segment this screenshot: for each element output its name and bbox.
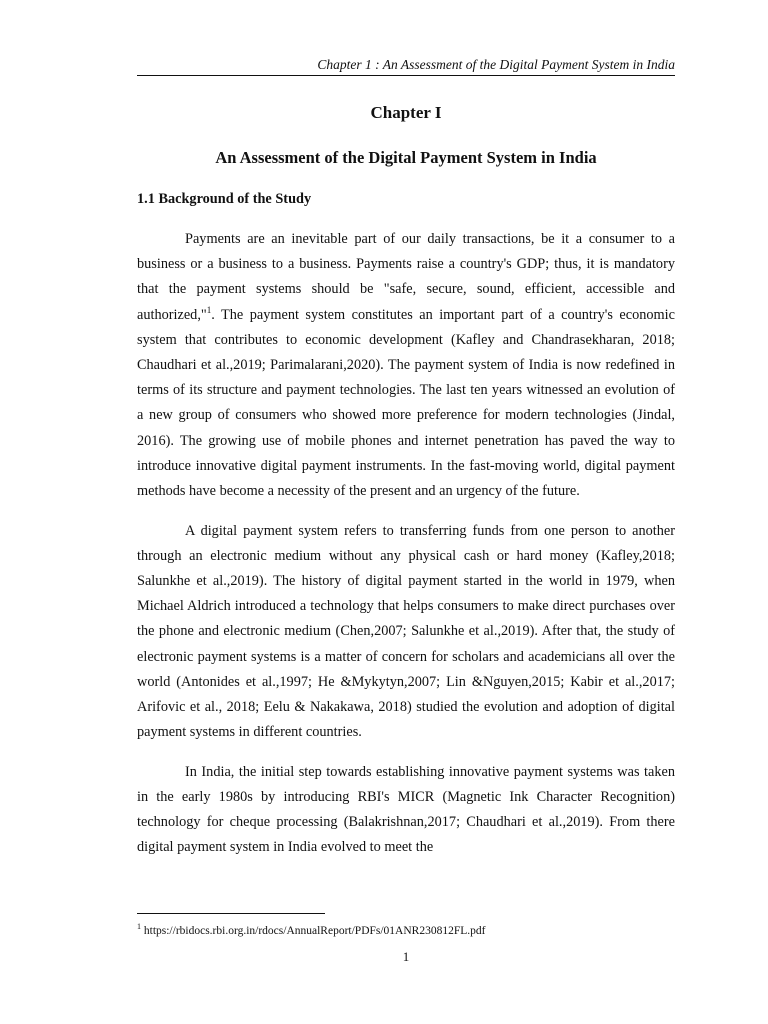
body-text	[137, 227, 675, 875]
header-divider	[137, 75, 675, 76]
page-number: 1	[402, 949, 410, 964]
footnote-url: https://rbidocs.rbi.org.in/rdocs/AnnualReport/PDFs/01ANR230812FL.pdf	[141, 924, 486, 937]
footnote-divider	[137, 913, 325, 914]
footnote-reference: 1	[206, 304, 212, 315]
running-header: Chapter 1 : An Assessment of the Digital Payment System in India	[317, 57, 675, 72]
section-heading: 1.1 Background of the Study	[137, 191, 312, 207]
paragraph-2: A digital payment system refers to transferring funds from one person to another through an electronic medium without any physical cash or hard money (Kafley,2018; Salunkhe et al.,2019). The history of digital payment started in the world in 1979, when Michael Aldrich introduced a technology that helps consumers to make direct purchases over the phone and electronic medium (Chen,2007; Salunkhe et al.,2019). After that, the study of electronic payment systems is a matter of concern for scholars and academicians all over the world (Antonides et al.,1997; He &Mykytyn,2007; Lin &Nguyen,2015; Kabir et al.,2017; Arifovic et al., 2018; Eelu & Nakakawa, 2018) studied the evolution and adoption of digital payment systems in different countries.	[137, 522, 675, 741]
footnote	[137, 919, 675, 939]
paragraph-1-text-start: Payments are an inevitable part of our daily transactions, be it a consumer to a business or a business to a business. Payments raise a country's GDP; thus, it is mandatory that the payment systems should be "safe, secure, sound, efficient, accessible and authorized,"	[137, 231, 675, 323]
chapter-label: Chapter I	[370, 103, 442, 122]
paragraph-1	[137, 227, 675, 504]
paragraph-3: In India, the initial step towards establishing innovative payment systems was taken in the early 1980s by introducing RBI's MICR (Magnetic Ink Character Recognition) technology for cheque processing (Balakrishnan,2017; Chaudhari et al.,2019). From there digital payment system in India evolved to meet the	[137, 763, 675, 856]
chapter-title: An Assessment of the Digital Payment System in India	[215, 148, 597, 167]
footnote-number: 1	[137, 922, 141, 931]
paragraph-1-text-end: . The payment system constitutes an important part of a country's economic system that contributes to economic development (Kafley and Chandrasekharan, 2018; Chaudhari et al.,2019; Parimalarani,2020). The payment system of India is now redefined in terms of its structure and payment technologies. The last ten years witnessed an evolution of a new group of consumers who showed more preference for modern technologies (Jindal, 2016). The growing use of mobile phones and internet penetration has paved the way to introduce innovative digital payment instruments. In the fast-moving world, digital payment methods have become a necessity of the present and an urgency of the future.	[137, 306, 675, 500]
